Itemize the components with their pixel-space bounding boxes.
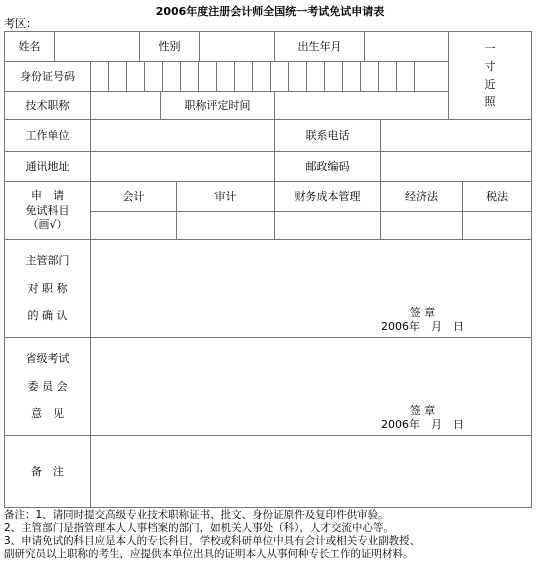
phone-label: 联系电话 — [275, 120, 381, 152]
subject-audit: 审计 — [177, 182, 275, 212]
id-digit-box[interactable] — [235, 62, 253, 92]
department-date: 2006年 月 日 — [381, 320, 464, 334]
work-unit-input-cell[interactable] — [91, 120, 275, 152]
committee-label-line: 意 见 — [31, 407, 64, 421]
id-digit-box[interactable] — [343, 62, 361, 92]
id-digit-box[interactable] — [181, 62, 199, 92]
subjects-label-line: 申 请 — [31, 188, 64, 202]
address-input-cell[interactable] — [91, 152, 275, 182]
subject-check-box[interactable] — [275, 212, 381, 240]
tech-title-label: 技术职称 — [5, 92, 91, 120]
subject-check-box[interactable] — [463, 212, 531, 240]
photo-char: 寸 — [484, 59, 496, 73]
id-digit-box[interactable] — [127, 62, 145, 92]
subject-accounting: 会计 — [91, 182, 177, 212]
photo-char: 照 — [484, 95, 496, 109]
id-digit-box[interactable] — [163, 62, 181, 92]
id-digit-box[interactable] — [397, 62, 415, 92]
subject-check-box[interactable] — [91, 212, 177, 240]
department-label-line: 的 确 认 — [27, 309, 68, 323]
subject-financial-cost-management: 财务成本管理 — [275, 182, 381, 212]
id-digit-box[interactable] — [361, 62, 379, 92]
committee-date: 2006年 月 日 — [381, 418, 464, 432]
birth-input-cell[interactable] — [365, 32, 449, 62]
id-digit-box[interactable] — [379, 62, 397, 92]
exam-area-label: 考区： — [4, 17, 37, 30]
footnote-line: 备注：1、请同时提交高级专业技术职称证书、批文、身份证原件及复印件供审验。 — [4, 509, 389, 521]
id-digit-box[interactable] — [289, 62, 307, 92]
id-tail-cell[interactable] — [415, 62, 449, 92]
name-input-cell[interactable] — [55, 32, 140, 62]
id-number-label: 身份证号码 — [5, 62, 91, 92]
birth-label: 出生年月 — [275, 32, 365, 62]
id-digit-box[interactable] — [325, 62, 343, 92]
footnote-line: 副研究员以上职称的考生，应提供本单位出具的证明本人从事何种专长工作的证明材料。 — [4, 548, 414, 560]
tech-title-input-cell[interactable] — [91, 92, 161, 120]
department-label-line: 对 职 称 — [27, 281, 68, 295]
postcode-label: 邮政编码 — [275, 152, 381, 182]
committee-label-line: 省级考试 — [25, 351, 70, 365]
photo-label — [485, 42, 496, 109]
committee-label-line: 委 员 会 — [27, 379, 68, 393]
photo-box[interactable] — [449, 32, 531, 120]
committee-label — [5, 338, 91, 436]
department-opinion-cell[interactable] — [91, 240, 531, 338]
id-digit-box[interactable] — [217, 62, 235, 92]
remarks-label: 备 注 — [5, 436, 91, 507]
postcode-input-cell[interactable] — [381, 152, 531, 182]
phone-input-cell[interactable] — [381, 120, 531, 152]
committee-opinion-cell[interactable] — [91, 338, 531, 436]
footnotes — [4, 509, 536, 561]
form-title: 2006年度注册会计师全国统一考试免试申请表 — [155, 5, 385, 18]
committee-stamp — [381, 404, 464, 433]
subjects-label-line: 免试科目 — [25, 203, 70, 217]
id-digit-box[interactable] — [91, 62, 109, 92]
subjects-label-line: （画√） — [27, 218, 68, 232]
department-label — [5, 240, 91, 338]
subject-check-box[interactable] — [381, 212, 463, 240]
id-digit-box[interactable] — [109, 62, 127, 92]
gender-label: 性别 — [140, 32, 200, 62]
subject-tax-law: 税法 — [463, 182, 531, 212]
application-form — [4, 31, 532, 508]
title-date-label: 职称评定时间 — [161, 92, 275, 120]
gender-input-cell[interactable] — [200, 32, 275, 62]
photo-char: 一 — [484, 42, 496, 55]
remarks-cell[interactable] — [91, 436, 531, 507]
id-digit-box[interactable] — [145, 62, 163, 92]
id-digit-box[interactable] — [307, 62, 325, 92]
department-label-line: 主管部门 — [25, 253, 70, 267]
subject-economic-law: 经济法 — [381, 182, 463, 212]
id-digit-box[interactable] — [271, 62, 289, 92]
id-digit-box[interactable] — [199, 62, 217, 92]
title-date-input-cell[interactable] — [275, 92, 449, 120]
photo-char: 近 — [484, 77, 496, 91]
name-label: 姓名 — [5, 32, 55, 62]
department-sign-label: 签 章 — [409, 306, 436, 319]
footnote-line: 2、主管部门是指管理本人人事档案的部门，如机关人事处（科），人才交流中心等。 — [4, 522, 394, 534]
work-unit-label: 工作单位 — [5, 120, 91, 152]
department-stamp — [381, 306, 464, 335]
id-digit-box[interactable] — [253, 62, 271, 92]
address-label: 通讯地址 — [5, 152, 91, 182]
committee-sign-label: 签 章 — [409, 404, 436, 417]
footnote-line: 3、申请免试的科目应是本人的专长科目，学校或科研单位中具有会计或相关专业副教授、 — [4, 535, 421, 547]
subjects-label — [5, 182, 91, 240]
subject-check-box[interactable] — [177, 212, 275, 240]
